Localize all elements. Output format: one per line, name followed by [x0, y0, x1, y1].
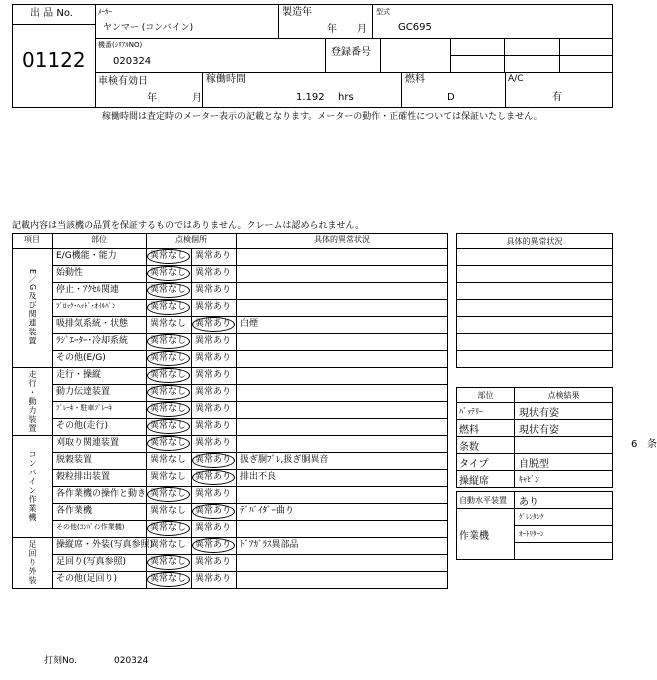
maker-label: ﾒｰｶｰ	[98, 8, 112, 16]
normal-option: 異常なし	[150, 557, 187, 567]
result-value: 自脱型	[515, 454, 613, 471]
group-label: コンバイン作業機	[28, 450, 37, 522]
circle-normal-mark	[147, 419, 190, 434]
header-part: 部位	[91, 235, 107, 244]
inspection-table	[12, 233, 448, 588]
abnormal-option: 異常あり	[195, 455, 232, 465]
part-label: 穀粒排出装置	[56, 472, 111, 482]
circle-abnormal-mark	[192, 317, 235, 332]
header-detail: 具体的異常状況	[314, 235, 370, 244]
group-label: E／G及び関連装置	[28, 269, 37, 346]
year-label: 製造年	[282, 7, 312, 18]
model-label: 型式	[376, 8, 390, 16]
maker-value: ヤンマー (コンバイン)	[103, 23, 194, 33]
hours-label: 稼働時間	[206, 74, 246, 85]
circle-normal-mark	[147, 436, 190, 451]
result-part: タイプ	[457, 454, 515, 471]
normal-option: 異常なし	[150, 574, 187, 584]
normal-option: 異常なし	[150, 387, 187, 397]
normal-option: 異常なし	[150, 285, 187, 295]
part-label: 吸排気系統・状態	[56, 319, 129, 329]
stamp-no-label: 打刻No.	[44, 656, 77, 666]
year-unit: 年	[327, 24, 337, 35]
normal-option: 異常なし	[150, 268, 187, 278]
normal-option: 異常なし	[150, 523, 187, 533]
side-detail-table	[456, 233, 613, 368]
part-label: ﾗｼﾞｴｰﾀｰ･冷却系統	[56, 336, 129, 346]
normal-option: 異常なし	[150, 251, 187, 261]
side-detail-header: 具体的異常状況	[457, 234, 613, 249]
fuel-label: 燃料	[405, 74, 425, 85]
serial-label: 機番(ｼﾘｱﾙNO)	[98, 41, 143, 49]
hours-value: 1.192	[296, 92, 325, 103]
result-value: 現状有姿	[515, 420, 613, 437]
abnormal-option: 異常あり	[195, 353, 232, 363]
part-label: 各作業機	[56, 506, 93, 516]
auto-level-label: 自動水平装置	[457, 492, 515, 509]
abnormal-option: 異常あり	[195, 523, 232, 533]
stamp-no-value: 020324	[114, 656, 149, 666]
normal-option: 異常なし	[150, 506, 187, 516]
circle-normal-mark	[147, 283, 190, 298]
result-part: 条数	[457, 437, 515, 454]
abnormal-option: 異常あり	[195, 251, 232, 261]
ac-label: A/C	[508, 74, 524, 84]
circle-normal-mark	[147, 351, 190, 366]
detail-text: ﾄﾞｱｶﾞﾗｽ異部品	[240, 540, 299, 550]
inspection-label: 車検有効日	[98, 76, 148, 87]
detail-text: 扱ぎ胴ﾌﾞﾚ,扱ぎ胴異音	[240, 455, 329, 465]
shuppin-label: 出 品 No.	[30, 8, 73, 19]
circle-normal-mark	[147, 334, 190, 349]
row-count-unit: 条	[647, 439, 657, 450]
part-label: 操縦席・外装(写真参照)	[56, 540, 154, 550]
circle-normal-mark	[147, 521, 190, 536]
circle-normal-mark	[147, 487, 190, 502]
normal-option: 異常なし	[150, 540, 187, 550]
month-unit: 月	[357, 24, 367, 35]
detail-text: 排出不良	[240, 472, 277, 482]
abnormal-option: 異常あり	[195, 370, 232, 380]
normal-option: 異常なし	[150, 370, 187, 380]
detail-text: 白煙	[240, 319, 259, 329]
normal-option: 異常なし	[150, 421, 187, 431]
inspection-month-unit: 月	[192, 93, 202, 104]
part-label: 脱穀装置	[56, 455, 93, 465]
header-item: 項目	[24, 235, 40, 244]
part-label: 停止・ｱｸｾﾙ関連	[56, 285, 120, 295]
abnormal-option: 異常あり	[195, 319, 232, 329]
part-label: 各作業機の操作と動き	[56, 489, 147, 499]
abnormal-option: 異常あり	[195, 540, 232, 550]
disclaimer: 記載内容は当該機の品質を保証するものではありません。クレームは認められません。	[12, 221, 365, 231]
circle-abnormal-mark	[192, 453, 235, 468]
circle-normal-mark	[147, 266, 190, 281]
result-value: ｷｬﾋﾞﾝ	[515, 471, 613, 488]
lot-number: 01122	[22, 48, 86, 72]
abnormal-option: 異常あり	[195, 404, 232, 414]
result-table	[456, 387, 657, 488]
abnormal-option: 異常あり	[195, 489, 232, 499]
abnormal-option: 異常あり	[195, 438, 232, 448]
registration-label: 登録番号	[331, 47, 371, 58]
part-label: ﾌﾞﾚｰｷ・駐車ﾌﾞﾚｰｷ	[56, 404, 112, 412]
normal-option: 異常なし	[150, 302, 187, 312]
abnormal-option: 異常あり	[195, 387, 232, 397]
part-label: その他(走行)	[56, 421, 109, 431]
group-label: 走行・動力装置	[28, 369, 37, 433]
part-label: その他(E/G)	[56, 353, 106, 363]
hours-note: 稼働時間は査定時のメーター表示の記載となります。メーターの動作・正確性については保証いたしません。	[102, 112, 543, 122]
abnormal-option: 異常あり	[195, 506, 232, 516]
circle-normal-mark	[147, 300, 190, 315]
hours-unit: hrs	[338, 92, 354, 103]
normal-option: 異常なし	[150, 319, 187, 329]
result-part: 操縦席	[457, 471, 515, 488]
abnormal-option: 異常あり	[195, 302, 232, 312]
part-label: その他(足回り)	[56, 574, 118, 584]
equipment-table	[456, 491, 613, 560]
part-label: 動力伝達装置	[56, 387, 111, 397]
circle-abnormal-mark	[192, 504, 235, 519]
normal-option: 異常なし	[150, 353, 187, 363]
serial-value: 020324	[113, 56, 152, 67]
inspection-year-unit: 年	[147, 93, 157, 104]
normal-option: 異常なし	[150, 455, 187, 465]
header-check: 点検個所	[175, 235, 207, 244]
part-label: ﾌﾞﾛｯｸ･ﾍｯﾄﾞ･ｵｲﾙﾊﾟﾝ	[56, 302, 116, 310]
circle-normal-mark	[147, 368, 190, 383]
abnormal-option: 異常あり	[195, 472, 232, 482]
part-label: 走行・操縦	[56, 370, 102, 380]
work-label: 作業機	[457, 509, 515, 560]
circle-normal-mark	[147, 402, 190, 417]
model-value: GC695	[398, 22, 432, 33]
part-label: その他(ｺﾝﾊﾞｲﾝ作業機)	[56, 523, 125, 531]
circle-normal-mark	[147, 555, 190, 570]
circle-normal-mark	[147, 572, 190, 587]
work-option	[515, 543, 613, 560]
normal-option: 異常なし	[150, 489, 187, 499]
row-count-value: 6	[631, 439, 638, 450]
fuel-value: D	[447, 92, 455, 103]
result-header-value: 点検結果	[515, 388, 613, 403]
normal-option: 異常なし	[150, 472, 187, 482]
ac-value: 有	[552, 92, 562, 103]
normal-option: 異常なし	[150, 438, 187, 448]
normal-option: 異常なし	[150, 336, 187, 346]
abnormal-option: 異常あり	[195, 557, 232, 567]
result-value: 現状有姿	[515, 403, 613, 420]
abnormal-option: 異常あり	[195, 574, 232, 584]
abnormal-option: 異常あり	[195, 421, 232, 431]
part-label: 刈取り関連装置	[56, 438, 120, 448]
part-label: 始動性	[56, 268, 84, 278]
normal-option: 異常なし	[150, 404, 187, 414]
result-value-cell	[515, 437, 657, 454]
work-option: ｵｰﾄﾘﾀｰﾝ	[515, 526, 613, 543]
abnormal-option: 異常あり	[195, 336, 232, 346]
auto-level-value: あり	[515, 492, 613, 509]
circle-abnormal-mark	[192, 470, 235, 485]
part-label: 足回り(写真参照)	[56, 557, 127, 567]
part-label: E/G機能・能力	[56, 251, 117, 261]
result-part: ﾊﾞｯﾃﾘｰ	[457, 403, 515, 420]
circle-normal-mark	[147, 249, 190, 264]
result-part: 燃料	[457, 420, 515, 437]
abnormal-option: 異常あり	[195, 268, 232, 278]
circle-abnormal-mark	[192, 538, 235, 553]
work-option: ｸﾞﾚﾝﾀﾝｸ	[515, 509, 613, 526]
circle-normal-mark	[147, 385, 190, 400]
abnormal-option: 異常あり	[195, 285, 232, 295]
result-header-part: 部位	[457, 388, 515, 403]
detail-text: ﾃﾞﾊﾞｲﾀﾞｰ曲り	[240, 506, 295, 516]
group-label: 足回り外装	[28, 540, 37, 585]
